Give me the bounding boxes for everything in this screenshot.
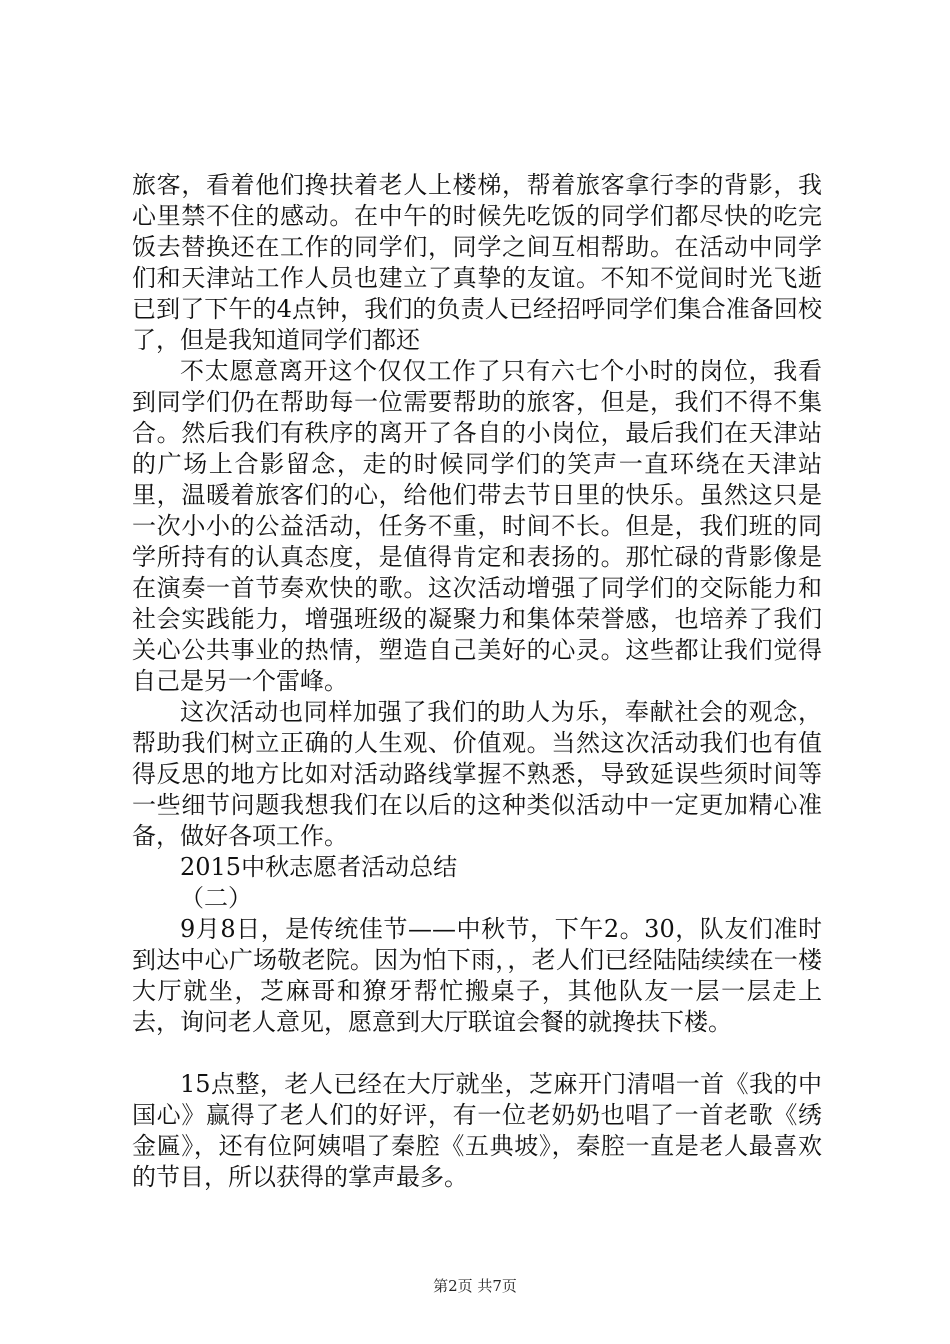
section-title: 2015中秋志愿者活动总结: [180, 853, 458, 881]
blank-line: [132, 1038, 822, 1069]
paragraph-continuation: 旅客，看着他们搀扶着老人上楼梯，帮着旅客拿行李的背影，我心里禁不住的感动。在中午的时候先吃饭的同学们都尽快的吃完饭去替换还在工作的同学们，同学之间互相帮助。在活动中同学们和天津站工作人员也建立了真挚的友谊。不知不觉间时光飞逝已到了下午的4点钟，我们的负责人已经招呼同学们集合准备回校了，但是我知道同学们都还: [132, 171, 822, 354]
document-body: [132, 170, 822, 1193]
paragraph: 9月8日，是传统佳节——中秋节，下午2。30，队友们准时到达中心广场敬老院。因为怕下雨，，老人们已经陆陆续续在一楼大厅就坐，芝麻哥和獠牙帮忙搬桌子，其他队友一层一层走上去，询问老人意见，愿意到大厅联谊会餐的就搀扶下楼。: [132, 915, 822, 1036]
section-number: （二）: [180, 884, 252, 912]
page-footer: 第2页 共7页: [433, 1277, 517, 1295]
paragraph: 这次活动也同样加强了我们的助人为乐，奉献社会的观念，帮助我们树立正确的人生观、价值观。当然这次活动我们也有值得反思的地方比如对活动路线掌握不熟悉，导致延误些须时间等一些细节问题我想我们在以后的这种类似活动中一定更加精心准备，做好各项工作。: [132, 698, 822, 850]
paragraph: 不太愿意离开这个仅仅工作了只有六七个小时的岗位，我看到同学们仍在帮助每一位需要帮助的旅客，但是，我们不得不集合。然后我们有秩序的离开了各自的小岗位，最后我们在天津站的广场上合影留念，走的时候同学们的笑声一直环绕在天津站里，温暖着旅客们的心，给他们带去节日里的快乐。虽然这只是一次小小的公益活动，任务不重，时间不长。但是，我们班的同学所持有的认真态度，是值得肯定和表扬的。那忙碌的背影像是在演奏一首节奏欢快的歌。这次活动增强了同学们的交际能力和社会实践能力，增强班级的凝聚力和集体荣誉感，也培养了我们关心公共事业的热情，塑造自己美好的心灵。这些都让我们觉得自己是另一个雷峰。: [132, 357, 822, 695]
paragraph: 15点整，老人已经在大厅就坐，芝麻开门清唱一首《我的中国心》赢得了老人们的好评，有一位老奶奶也唱了一首老歌《绣金匾》，还有位阿姨唱了秦腔《五典坡》，秦腔一直是老人最喜欢的节目，所以获得的掌声最多。: [132, 1070, 822, 1191]
